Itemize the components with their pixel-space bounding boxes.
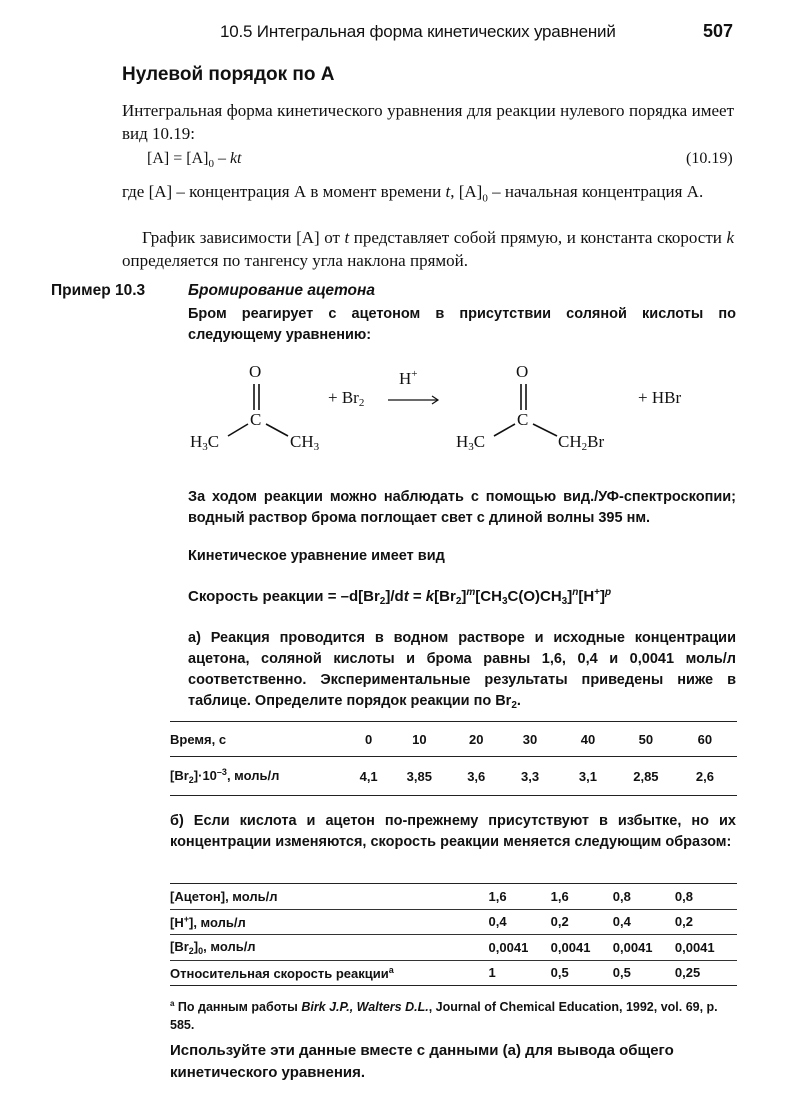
kinetic-intro: Кинетическое уравнение имеет вид [188,548,445,564]
table-concentrations-rates [170,883,737,986]
table-row-label: [Ацетон], моль/л [170,884,489,910]
example-label: Пример 10.3 [51,282,146,299]
table-cell: 0,8 [675,884,737,910]
table-cell: 40 [557,722,619,757]
definition-text: , [A] [450,182,483,201]
equation-kt: kt [229,150,242,167]
product-carbon: C [517,410,529,429]
page-number: 507 [703,21,734,41]
table-cell: 10 [389,722,449,757]
table-cell: 20 [449,722,503,757]
equation-minus: – [213,150,230,167]
product-bromomethyl: $CH_2Br$ [558,432,605,453]
running-header-title: 10.5 Интегральная форма кинетических уравнений [220,22,616,41]
definition-paragraph [122,180,734,210]
product-oxygen: O [516,362,529,381]
reactant-left-methyl: $H_3C$ [190,432,220,453]
table-cell: 2,85 [619,757,673,796]
definition-sub: 0 [482,192,488,205]
table-cell: 60 [673,722,737,757]
observation-paragraph: За ходом реакции можно наблюдать с помощью вид./УФ-спектроскопии; водный раствор брома поглощает свет с длиной волны 395 нм. [188,489,736,526]
reactant-oxygen: O [249,362,262,381]
equation-lhs: [A] = [A] [147,150,209,167]
table-cell: 0,0041 [489,935,551,961]
table-cell: 0,8 [613,884,675,910]
table-cell: 2,6 [673,757,737,796]
table-row-label: $[Br_2]_0$, моль/л [170,935,489,961]
table-row [170,909,737,935]
equation-number: (10.19) [686,150,733,167]
table-cell: 0,5 [551,960,613,986]
table-cell: 0,4 [613,909,675,935]
definition-text: – начальная концентрация А. [487,182,704,201]
table-cell: 0,2 [551,909,613,935]
table-row [170,935,737,961]
table-cell: 0,5 [613,960,675,986]
table-cell: 30 [503,722,557,757]
table-cell: 3,85 [389,757,449,796]
graph-text: представляет собой прямую, и константа скорости [349,228,727,247]
table-row-label: $[Br_2]\cdot 10^{-3}$, моль/л [170,757,348,796]
table-cell: 0,25 [675,960,737,986]
table-row [170,884,737,910]
graph-paragraph [122,226,734,272]
example-intro: Бром реагирует с ацетоном в присутствии соляной кислоты по следующему уравнению: [188,306,736,343]
table-cell: 3,3 [503,757,557,796]
table-cell: 1 [489,960,551,986]
table-cell: 1,6 [489,884,551,910]
footnote-mark: a [170,999,175,1008]
graph-text: определяется по тангенсу угла наклона прямой. [122,251,468,270]
table-cell: 3,1 [557,757,619,796]
byproduct-hbr: + HBr [638,388,682,407]
intro-paragraph: Интегральная форма кинетического уравнения для реакции нулевого порядка имеет вид 10.19: [122,101,734,143]
rate-equation: Скорость реакции = $-d[Br_2]/dt = k[Br_2]^m[CH_3C(O)CH_3]^n[H^+]^p$ [188,587,612,607]
table-row-label: Время, с [170,722,348,757]
footnote-authors: Birk J.P., Walters D.L. [301,1000,429,1014]
footnote-text: , Journal of Chemical Education, 1992, vol. 69, p. 585. [170,1000,718,1032]
reagent-bromine: + $Br_2$ [328,388,365,409]
table-footnote [170,995,736,1034]
table-cell: 0 [348,722,389,757]
part-a-question: а) Реакция проводится в водном растворе и исходные концентрации ацетона, соляной кислоты и брома равны 1,6, 0,4 и 0,0041 моль/л соответственно. Экспериментальные результаты приведены ниже в таблице. Определите порядок реакции по $Br_2$. [188,630,736,711]
final-task: Используйте эти данные вместе с данными (а) для вывода общего кинетического уравнения. [170,1042,674,1081]
table-time-bromine [170,721,737,796]
table-row [170,960,737,986]
section-heading: Нулевой порядок по А [122,64,335,85]
part-b-question: б) Если кислота и ацетон по-прежнему присутствуют в избытке, но их концентрации изменяются, скорость реакции меняется следующим образом: [170,813,736,850]
table-cell: 0,0041 [551,935,613,961]
table-row [170,757,737,796]
table-cell: 50 [619,722,673,757]
reactant-carbon: C [250,410,262,429]
definition-t: t [445,182,451,201]
table-row-label: Относительная скорость реакции$^a$ [170,960,489,986]
equation-10-19 [147,150,242,170]
catalyst-proton: H+ [399,368,418,388]
graph-text: График зависимости [A] от [142,228,345,247]
graph-k: k [726,228,734,247]
graph-t: t [344,228,350,247]
equation-subscript: 0 [208,158,214,171]
footnote-text: По данным работы [174,1000,302,1014]
table-cell: 0,2 [675,909,737,935]
definition-text: где [A] – концентрация А в момент времени [122,182,446,201]
table-cell: 4,1 [348,757,389,796]
product-left-methyl: $H_3C$ [456,432,486,453]
table-row-label: [H+], моль/л [170,909,489,935]
table-cell: 1,6 [551,884,613,910]
table-cell: 0,0041 [675,935,737,961]
table-cell: 0,4 [489,909,551,935]
table-cell: 0,0041 [613,935,675,961]
reactant-right-methyl: $CH_3$ [290,432,320,453]
table-row [170,722,737,757]
table-cell: 3,6 [449,757,503,796]
example-title: Бромирование ацетона [188,282,376,299]
reaction-scheme [170,356,710,466]
